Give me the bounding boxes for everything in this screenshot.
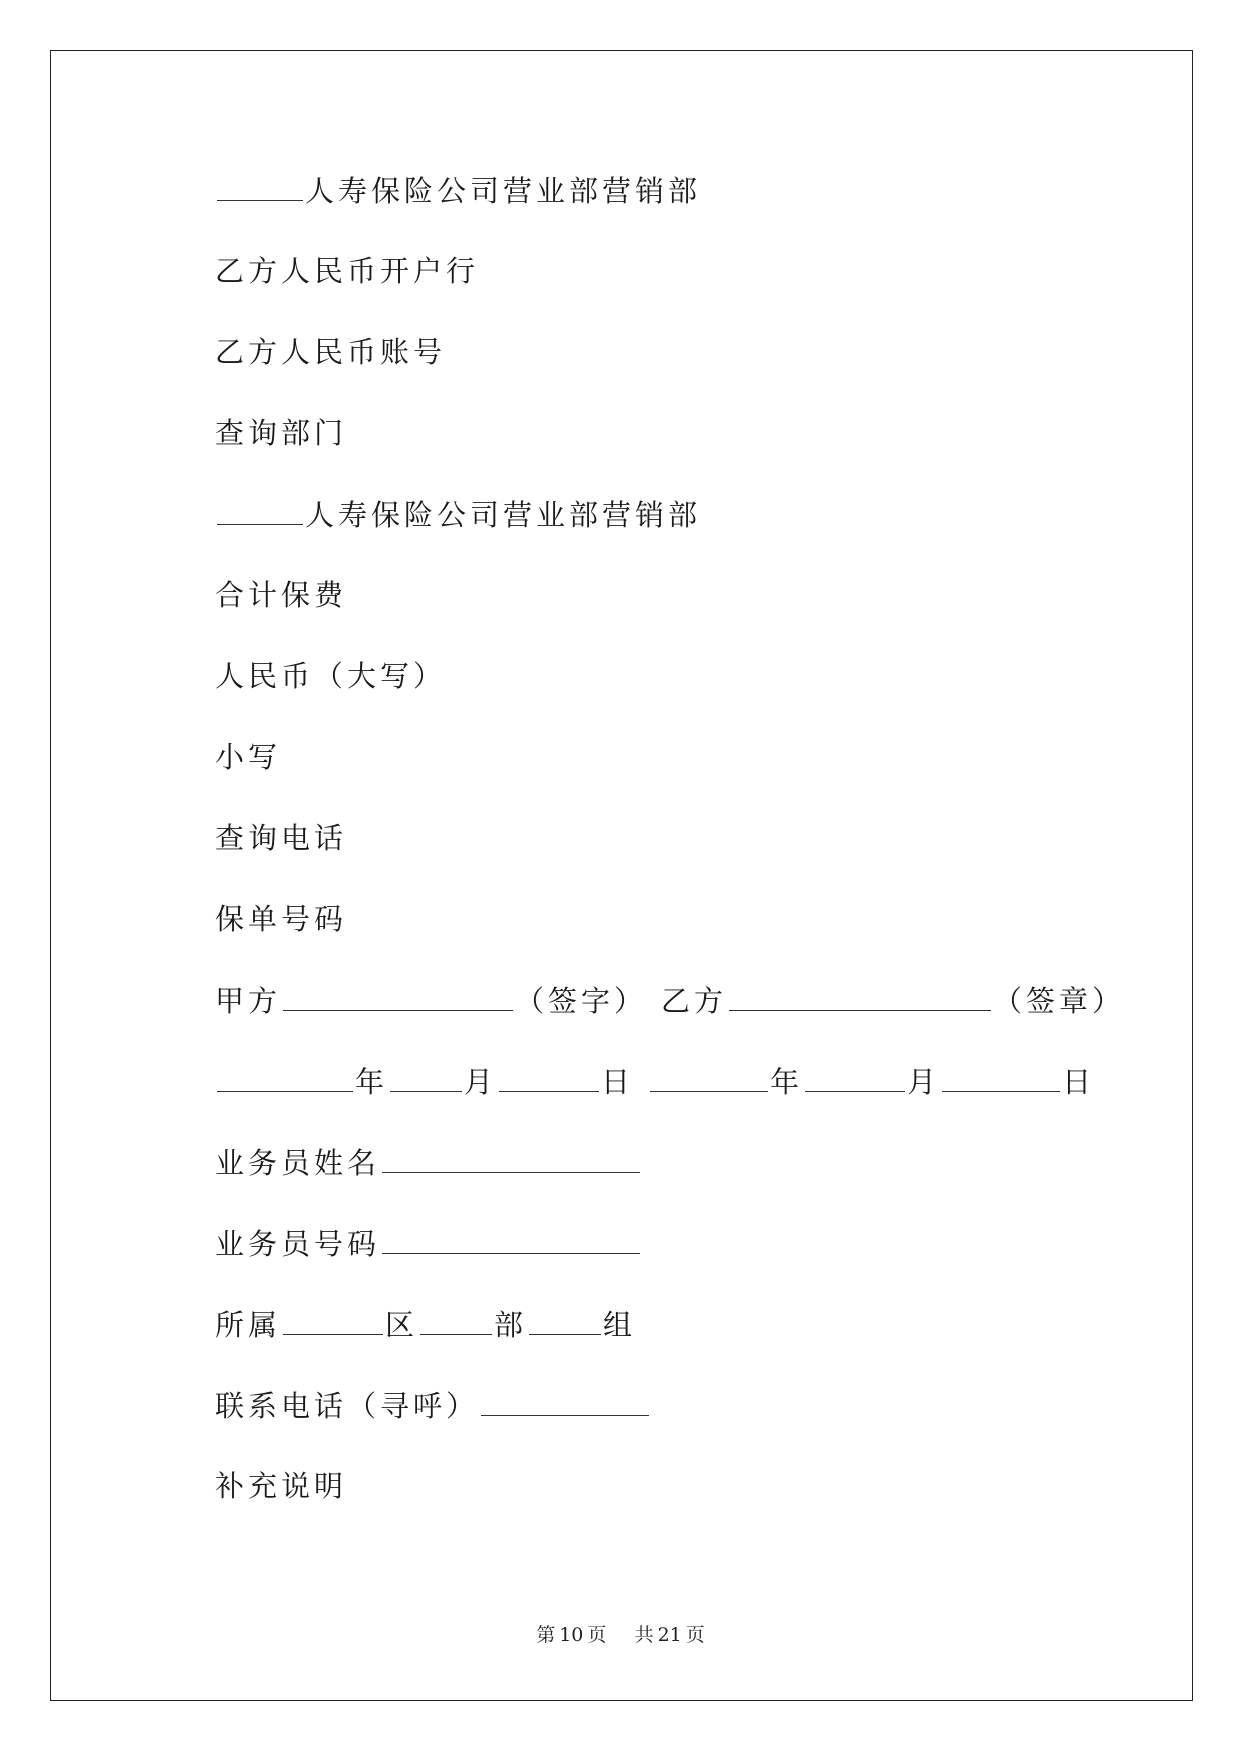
- line-dates: [215, 1061, 1095, 1101]
- text-notes: 补充说明: [215, 1469, 348, 1503]
- line-dept-2: [215, 494, 701, 534]
- text-bank: 乙方人民币开户行: [215, 254, 480, 288]
- blank-company-name-2[interactable]: [217, 494, 303, 525]
- text-lower: 小写: [215, 740, 282, 774]
- text-rmb-upper: 人民币（大写）: [215, 659, 447, 693]
- line-contact-phone: [215, 1385, 651, 1425]
- text-agent-no: 业务员号码: [215, 1227, 381, 1261]
- blank-party-b-signature[interactable]: [729, 980, 991, 1011]
- text-agent-name: 业务员姓名: [215, 1146, 381, 1180]
- blank-party-a-signature[interactable]: [283, 980, 513, 1011]
- text-contact-phone: 联系电话（寻呼）: [215, 1389, 480, 1423]
- text-account: 乙方人民币账号: [215, 335, 447, 369]
- text-seal: （签章）: [993, 984, 1126, 1018]
- line-agent-name: [215, 1142, 642, 1182]
- footer-total-unit: 页: [685, 1624, 705, 1646]
- footer-page-number: 10: [559, 1624, 584, 1646]
- text-total-premium: 合计保费: [215, 578, 348, 612]
- text-district: 区: [385, 1308, 419, 1342]
- text-party-b: 乙方: [661, 984, 728, 1018]
- line-signatures: [215, 980, 1125, 1020]
- footer-prefix: 第: [536, 1624, 556, 1646]
- text-dept-2: 人寿保险公司营业部营销部: [305, 498, 702, 532]
- blank-district[interactable]: [283, 1304, 383, 1335]
- page-border: [50, 50, 1193, 1701]
- line-lower: [215, 737, 281, 777]
- blank-group[interactable]: [529, 1304, 601, 1335]
- text-group: 组: [603, 1308, 637, 1342]
- text-month-a: 月: [464, 1065, 498, 1099]
- footer-total-pages: 21: [657, 1624, 682, 1646]
- text-policy-no: 保单号码: [215, 902, 348, 936]
- footer-total-prefix: 共: [634, 1624, 654, 1646]
- text-year-a: 年: [355, 1065, 389, 1099]
- page-footer: [0, 1620, 1241, 1647]
- footer-page-unit: 页: [587, 1624, 607, 1646]
- text-query-phone: 查询电话: [215, 821, 348, 855]
- blank-day-a[interactable]: [499, 1061, 599, 1092]
- blank-month-b[interactable]: [805, 1061, 905, 1092]
- line-query-phone: [215, 818, 347, 858]
- line-agent-no: [215, 1223, 642, 1263]
- blank-contact-phone[interactable]: [481, 1385, 649, 1416]
- blank-agent-name[interactable]: [382, 1142, 640, 1173]
- blank-year-b[interactable]: [650, 1061, 768, 1092]
- text-month-b: 月: [907, 1065, 941, 1099]
- blank-day-b[interactable]: [942, 1061, 1060, 1092]
- line-dept-1: [215, 170, 701, 210]
- text-day-a: 日: [601, 1065, 635, 1099]
- line-query-dept: [215, 413, 347, 453]
- blank-year-a[interactable]: [217, 1061, 353, 1092]
- blank-company-name-1[interactable]: [217, 170, 303, 201]
- text-sign: （签字）: [515, 984, 648, 1018]
- text-party-a: 甲方: [215, 984, 282, 1018]
- text-year-b: 年: [770, 1065, 804, 1099]
- line-policy-no: [215, 899, 347, 939]
- line-account: [215, 332, 446, 372]
- line-total-premium: [215, 575, 347, 615]
- text-dept-1: 人寿保险公司营业部营销部: [305, 174, 702, 208]
- line-belong: [215, 1304, 636, 1344]
- text-dept: 部: [494, 1308, 528, 1342]
- blank-agent-no[interactable]: [382, 1223, 640, 1254]
- line-rmb-upper: [215, 656, 446, 696]
- blank-dept[interactable]: [420, 1304, 492, 1335]
- text-day-b: 日: [1062, 1065, 1096, 1099]
- line-bank: [215, 251, 479, 291]
- text-belong: 所属: [215, 1308, 282, 1342]
- line-notes: [215, 1466, 347, 1506]
- blank-month-a[interactable]: [390, 1061, 462, 1092]
- text-query-dept: 查询部门: [215, 416, 348, 450]
